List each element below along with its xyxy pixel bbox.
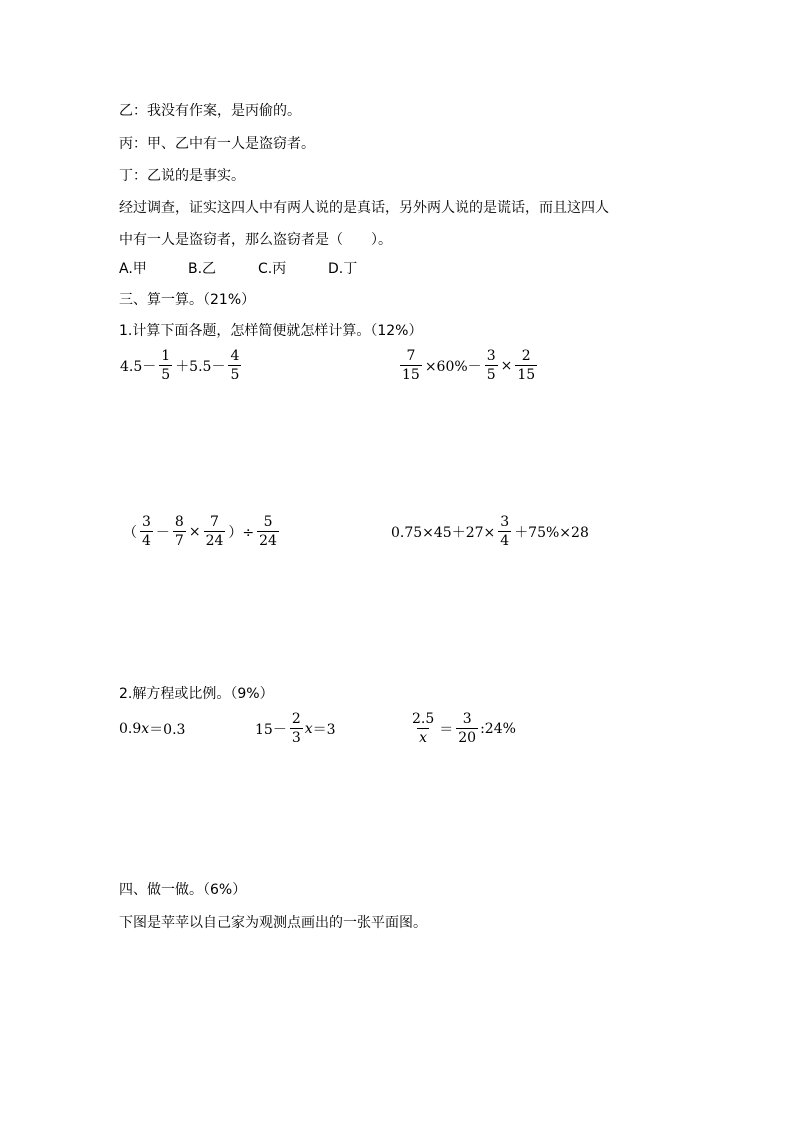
numerator: 4 [230, 348, 240, 364]
statement-yi: 乙：我没有作案，是丙偷的。 [119, 103, 301, 119]
fraction [173, 514, 186, 549]
expression-3 [122, 514, 281, 549]
expr-text: 4.5－ [120, 358, 157, 375]
option-b: B.乙 [188, 261, 217, 277]
denominator: 15 [517, 367, 536, 383]
numerator: 3 [486, 348, 496, 364]
option-a: A.甲 [119, 261, 147, 277]
expr-text: × [188, 523, 201, 540]
expr-text: 0.75×45＋27× [391, 524, 496, 541]
section-3-title: 三、算一算。（21%） [119, 292, 256, 308]
fraction [456, 711, 478, 746]
expr-text: 15－ [255, 721, 287, 738]
option-c: C.丙 [258, 261, 287, 277]
fraction [228, 348, 241, 383]
numerator: 5 [263, 514, 273, 530]
fraction [159, 348, 172, 383]
expr-text: 0.9 [119, 721, 142, 737]
expression-2 [398, 348, 539, 383]
expr-text: ×60%－ [424, 358, 482, 375]
denominator: 24 [259, 533, 277, 549]
option-d: D.丁 [328, 261, 358, 277]
section-4-title: 四、做一做。（6%） [119, 882, 247, 898]
fraction [140, 514, 153, 549]
denominator: 7 [174, 533, 184, 549]
question-line-1: 经过调查，证实这四人中有两人说的是真话，另外两人说的是谎话，而且这四人 [119, 200, 609, 216]
denominator: 15 [402, 367, 420, 383]
denominator: 20 [458, 730, 477, 746]
expr-text: － [155, 524, 170, 541]
numerator: 3 [500, 514, 510, 530]
numerator: 1 [161, 348, 171, 364]
denominator: 3 [291, 730, 301, 746]
expression-4 [390, 514, 590, 549]
expr-text: ＝0.3 [149, 722, 186, 738]
numerator: 8 [174, 514, 184, 530]
equation-1 [119, 719, 185, 739]
expr-text: （ [123, 524, 137, 541]
numerator: 2 [521, 348, 531, 364]
numerator: 2.5 [412, 711, 435, 727]
expr-text: :24% [480, 720, 516, 737]
question-line-2: 中有一人是盗窃者，那么盗窃者是（ ）。 [119, 232, 392, 248]
expr-text: ＋75%×28 [514, 524, 589, 541]
expr-text: × [500, 357, 513, 374]
section-4-text: 下图是苹苹以自己家为观测点画出的一张平面图。 [119, 915, 427, 931]
expr-text: ＋5.5－ [175, 358, 226, 375]
denominator: 5 [230, 367, 240, 383]
question-2-title: 2.解方程或比例。（9%） [119, 686, 274, 702]
expression-1 [119, 348, 243, 383]
expr-text: ＝3 [312, 721, 336, 738]
fraction [257, 514, 279, 549]
numerator: 2 [291, 711, 301, 727]
expr-text: ＝ [439, 721, 454, 738]
statement-ding: 丁：乙说的是事实。 [119, 168, 245, 184]
fraction [498, 514, 511, 549]
fraction [485, 348, 498, 383]
variable-x: x [304, 720, 313, 737]
numerator: 3 [462, 711, 472, 727]
variable-x: x [141, 721, 150, 737]
denominator: x [419, 730, 428, 746]
fraction [515, 348, 537, 383]
equation-3 [408, 711, 516, 746]
numerator: 7 [210, 514, 219, 530]
fraction [410, 711, 436, 746]
expr-text: ）÷ [228, 524, 255, 541]
numerator: 7 [406, 348, 416, 364]
fraction [400, 348, 422, 383]
question-1-title: 1.计算下面各题，怎样简便就怎样计算。（12%） [119, 323, 423, 339]
denominator: 5 [486, 367, 496, 383]
fraction [204, 514, 226, 549]
numerator: 3 [142, 514, 151, 530]
equation-2 [254, 711, 336, 746]
denominator: 5 [161, 367, 171, 383]
denominator: 4 [142, 533, 151, 549]
denominator: 24 [205, 533, 224, 549]
statement-bing: 丙：甲、乙中有一人是盗窃者。 [119, 136, 315, 152]
fraction [290, 711, 303, 746]
denominator: 4 [500, 533, 510, 549]
